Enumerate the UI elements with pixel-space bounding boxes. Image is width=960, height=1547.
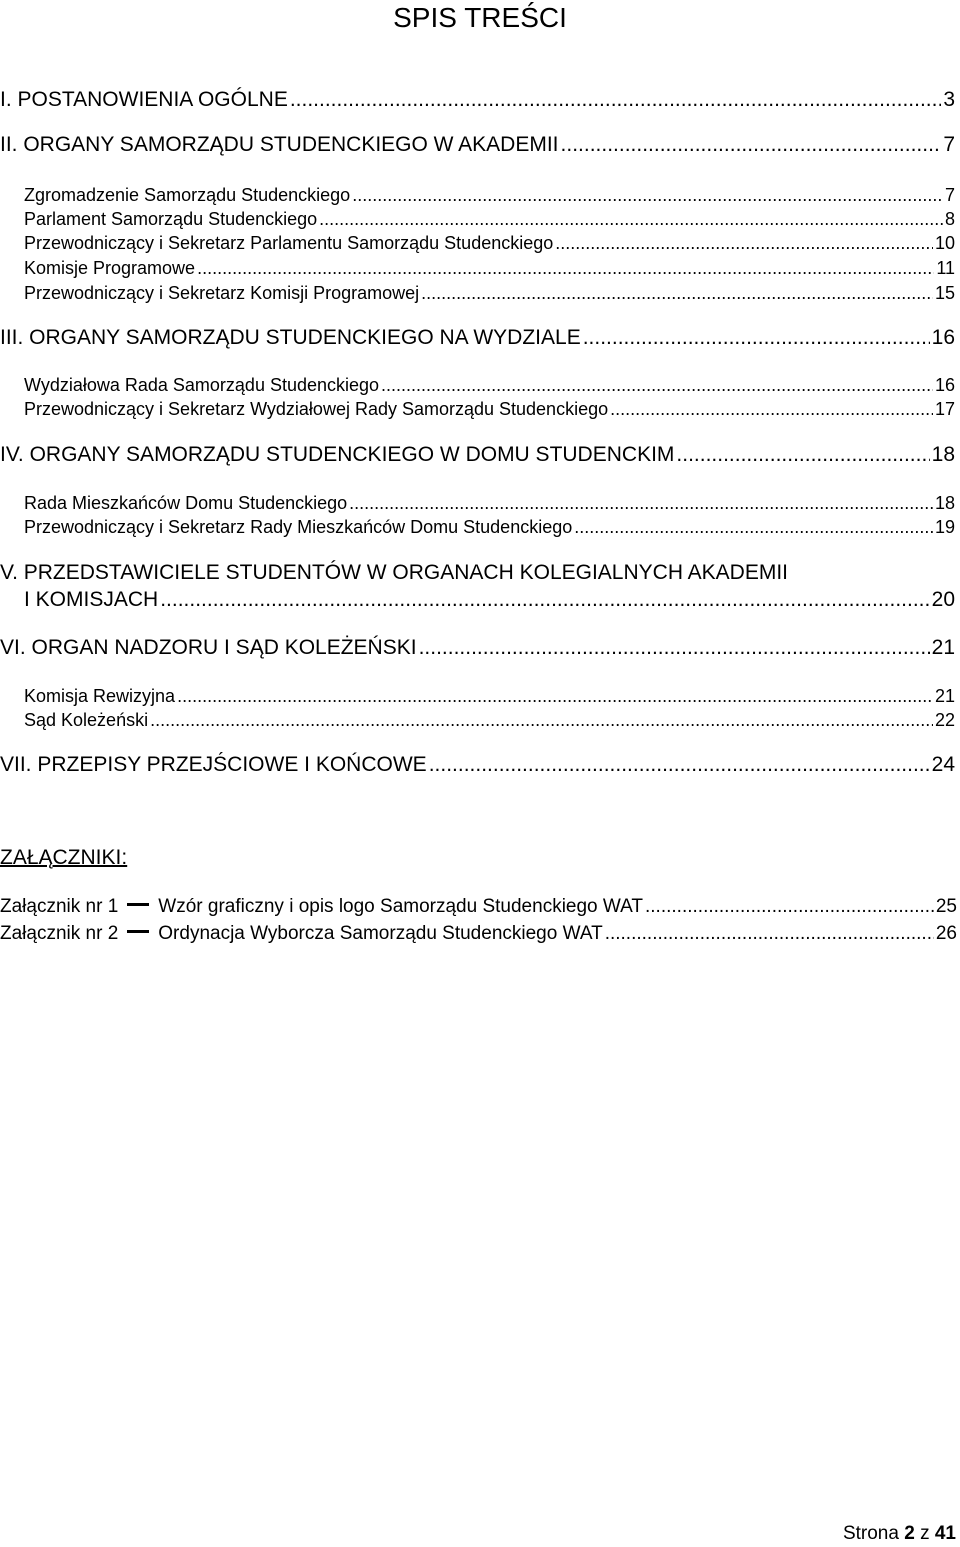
toc-chapter-6[interactable] xyxy=(0,635,955,661)
dot-leader xyxy=(421,281,933,305)
dot-leader xyxy=(349,491,933,515)
toc-entry-label: III. ORGANY SAMORZĄDU STUDENCKIEGO NA WYDZIALE xyxy=(0,326,581,349)
toc-entry-label: Wydziałowa Rada Samorządu Studenckiego xyxy=(24,375,380,395)
annex-prefix: Załącznik nr 1 xyxy=(0,896,119,917)
toc-page-number: 25 xyxy=(935,896,957,917)
toc-item-sad-kolezenski[interactable] xyxy=(24,708,955,732)
toc-page-number: 3 xyxy=(943,88,955,111)
dot-leader xyxy=(605,922,934,946)
toc-page-number: 18 xyxy=(931,443,955,466)
toc-page-number: 8 xyxy=(944,209,955,229)
toc-entry-label: IV. ORGANY SAMORZĄDU STUDENCKIEGO W DOMU STUDENCKIM xyxy=(0,443,675,466)
toc-page-number: 11 xyxy=(936,258,955,278)
toc-page-number: 7 xyxy=(944,185,955,205)
document-title: SPIS TREŚCI xyxy=(393,2,567,33)
dot-leader xyxy=(574,515,933,539)
annex-title: Wzór graficzny i opis logo Samorządu Studenckiego WAT xyxy=(158,896,643,917)
toc-page-number: 21 xyxy=(931,636,955,659)
toc-chapter-1[interactable] xyxy=(0,87,955,113)
toc-entry-label: VII. PRZEPISY PRZEJŚCIOWE I KOŃCOWE xyxy=(0,753,427,776)
dot-leader xyxy=(561,132,942,158)
toc-entry-label: VI. ORGAN NADZORU I SĄD KOLEŻEŃSKI xyxy=(0,636,417,659)
toc-entry-label: I KOMISJACH xyxy=(24,588,159,611)
dot-leader xyxy=(676,442,929,468)
dot-leader xyxy=(610,397,933,421)
toc-chapter-5[interactable] xyxy=(24,587,955,613)
toc-page-number: 7 xyxy=(943,133,955,156)
toc-item-zgromadzenie[interactable] xyxy=(24,183,955,207)
toc-entry-label: Komisje Programowe xyxy=(24,258,196,278)
toc-chapter-3[interactable] xyxy=(0,325,955,351)
footer-prefix: Strona xyxy=(842,1523,899,1544)
toc-entry-label: Sąd Koleżeński xyxy=(24,710,149,730)
toc-item-wydzialowa-rada[interactable] xyxy=(24,373,955,397)
dot-leader xyxy=(583,325,930,351)
toc-entry-label: I. POSTANOWIENIA OGÓLNE xyxy=(0,88,288,111)
toc-entry-label: Zgromadzenie Samorządu Studenckiego xyxy=(24,185,351,205)
dot-leader xyxy=(197,256,934,280)
dot-leader xyxy=(555,231,933,255)
toc-entry-label: Przewodniczący i Sekretarz Wydziałowej Rady Samorządu Studenckiego xyxy=(24,399,609,419)
dot-leader xyxy=(319,207,943,231)
dot-leader xyxy=(645,895,934,919)
footer-separator: z xyxy=(920,1523,930,1544)
toc-annex-2[interactable] xyxy=(0,922,957,946)
dot-leader xyxy=(290,87,941,113)
toc-item-przewodniczacy-parlamentu[interactable] xyxy=(24,231,955,255)
toc-chapter-7[interactable] xyxy=(0,752,955,778)
toc-chapter-5-line-1[interactable]: V. PRZEDSTAWICIELE STUDENTÓW W ORGANACH KOLEGIALNYCH AKADEMII xyxy=(0,561,789,584)
toc-page-number: 20 xyxy=(931,588,955,611)
toc-entry-label xyxy=(0,922,603,946)
toc-item-przewodniczacy-wrss[interactable] xyxy=(24,397,955,421)
dash-separator xyxy=(127,903,149,906)
toc-entry-label: Przewodniczący i Sekretarz Rady Mieszkańców Domu Studenckiego xyxy=(24,517,573,537)
toc-page-number: 16 xyxy=(934,375,955,395)
toc-item-komisje-programowe[interactable] xyxy=(24,256,955,280)
toc-page-number: 17 xyxy=(934,399,955,419)
toc-item-przewodniczacy-rady-mieszkancow[interactable] xyxy=(24,515,955,539)
toc-entry-label: Przewodniczący i Sekretarz Komisji Programowej xyxy=(24,283,420,303)
toc-entry-label: Parlament Samorządu Studenckiego xyxy=(24,209,318,229)
toc-page-number: 26 xyxy=(935,923,957,944)
dot-leader xyxy=(160,587,929,613)
toc-item-parlament[interactable] xyxy=(24,207,955,231)
toc-item-rada-mieszkancow[interactable] xyxy=(24,491,955,515)
toc-entry-label: Przewodniczący i Sekretarz Parlamentu Samorządu Studenckiego xyxy=(24,233,554,253)
toc-entry-label xyxy=(0,895,643,919)
toc-page-number: 10 xyxy=(934,233,955,253)
dot-leader xyxy=(352,183,943,207)
annexes-heading: ZAŁĄCZNIKI: xyxy=(0,846,128,869)
toc-entry-label: Rada Mieszkańców Domu Studenckiego xyxy=(24,493,348,513)
toc-annex-1[interactable] xyxy=(0,895,957,919)
footer-total-pages: 41 xyxy=(934,1523,956,1544)
toc-item-przewodniczacy-komisji[interactable] xyxy=(24,281,955,305)
page-footer xyxy=(843,1523,956,1545)
dot-leader xyxy=(150,708,933,732)
dot-leader xyxy=(381,373,933,397)
dot-leader xyxy=(429,752,930,778)
toc-chapter-4[interactable] xyxy=(0,442,955,468)
toc-chapter-2[interactable] xyxy=(0,132,955,158)
annex-prefix: Załącznik nr 2 xyxy=(0,923,119,944)
toc-page-number: 19 xyxy=(934,517,955,537)
dot-leader xyxy=(419,635,930,661)
dash-separator xyxy=(127,930,149,933)
footer-current-page: 2 xyxy=(904,1523,915,1544)
toc-page-number: 16 xyxy=(931,326,955,349)
toc-page-number: 22 xyxy=(934,710,955,730)
toc-item-komisja-rewizyjna[interactable] xyxy=(24,684,955,708)
annex-title: Ordynacja Wyborcza Samorządu Studenckiego WAT xyxy=(158,923,603,944)
toc-page-number: 21 xyxy=(934,686,955,706)
toc-entry-label: Komisja Rewizyjna xyxy=(24,686,176,706)
toc-page-number: 15 xyxy=(934,283,955,303)
toc-page-number: 24 xyxy=(931,753,955,776)
toc-page-number: 18 xyxy=(934,493,955,513)
toc-entry-label: II. ORGANY SAMORZĄDU STUDENCKIEGO W AKADEMII xyxy=(0,133,559,156)
dot-leader xyxy=(177,684,933,708)
